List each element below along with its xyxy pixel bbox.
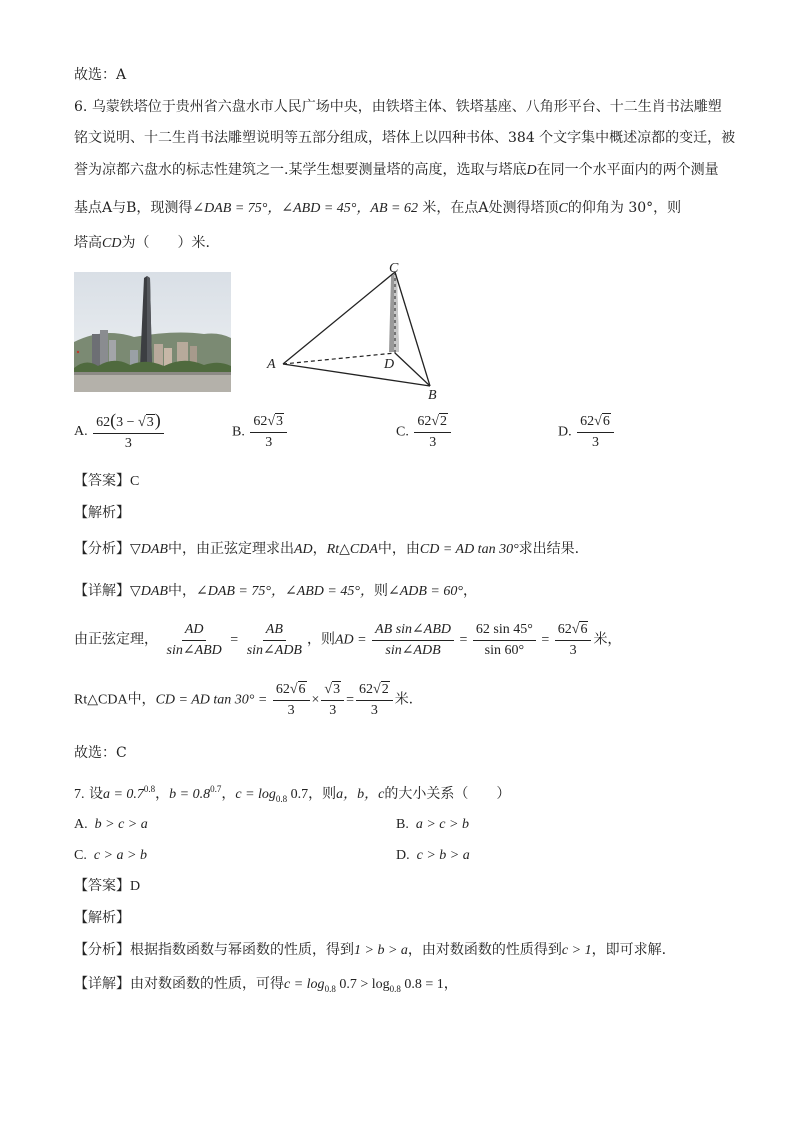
q6-conclusion: 故选：C xyxy=(74,745,127,761)
q7-fenxi: 【分析】根据指数函数与幂函数的性质，得到1 > b > a，由对数函数的性质得到c > 1，即可求解. xyxy=(74,942,667,958)
q6-line4-c: 的仰角为 30°，则 xyxy=(567,200,682,216)
q6-stem-line2: 铭文说明、十二生肖书法雕塑说明等五部分组成，塔体上以四种书体、384 个文字集中概述凉都的变迁，被 xyxy=(74,130,736,146)
tower-diagram xyxy=(262,258,452,404)
answer-tag: 【答案】 xyxy=(74,473,130,489)
q6-line4-b: 米，在点A处测得塔顶 xyxy=(422,200,559,216)
option-a-fraction: $\frac{62(3 - √3)}{3}$ xyxy=(93,412,164,452)
q7-stem: 7. 设$a = 0.7^{0.8}$，$b = 0.8^{0.7}$，$c = \log_{0.8} 0.7$，则a，b，c的大小关系（ ） xyxy=(74,784,511,804)
line-ab xyxy=(283,364,430,386)
tower-diagram-svg xyxy=(262,258,452,404)
q7-number: 7. xyxy=(74,787,85,802)
q6-option-b xyxy=(232,414,289,451)
q6-ab: AB = 62 xyxy=(370,201,418,216)
q6-stem-line1 xyxy=(74,98,722,116)
q6-stem-line5 xyxy=(74,234,210,253)
q6-var-cd: CD xyxy=(102,236,122,251)
q6-xiangjie-line1: 【详解】▽DAB中，∠DAB = 75°，∠ABD = 45°，则∠ADB = 60°， xyxy=(74,583,477,599)
q7-option-c: C. c > a > b xyxy=(74,848,147,863)
sine-law-fraction-2: $\frac{AB}{\text{sin∠ADB}}$ xyxy=(246,622,302,658)
q6-option-c xyxy=(396,414,453,451)
option-d-fraction: $\frac{62√6}{3}$ xyxy=(577,414,614,451)
ad-value-fraction: $\frac{62 \sin 45^\circ}{\sin 60^\circ}$ xyxy=(473,622,536,659)
label-c: C xyxy=(389,261,399,276)
line-ac xyxy=(283,272,395,364)
xiangjie-tag: 【详解】 xyxy=(74,583,130,599)
option-b-fraction: $\frac{62√3}{3}$ xyxy=(250,414,287,451)
q6-answer xyxy=(74,472,139,491)
fenxi-tag: 【分析】 xyxy=(74,541,130,557)
q7-option-a: A. b > c > a xyxy=(74,817,148,832)
q6-line1-text: 乌蒙铁塔位于贵州省六盘水市人民广场中央，由铁塔主体、铁塔基座、八角形平台、十二生肖书法雕塑 xyxy=(91,99,722,115)
q6-var-d: D xyxy=(526,163,537,178)
label-b: B xyxy=(428,388,437,403)
sine-law-fraction-1: $\frac{AD}{\text{sin∠ABD}}$ xyxy=(166,622,222,658)
option-c-fraction: $\frac{62√2}{3}$ xyxy=(414,414,451,451)
q7-option-b: B. a > c > b xyxy=(396,817,469,832)
q6-fenxi: 【分析】▽DAB中，由正弦定理求出AD，Rt△CDA中，由CD = AD tan 30°求出结果. xyxy=(74,541,580,557)
option-d-label: D. xyxy=(558,424,572,440)
q6-line5-a: 塔高 xyxy=(74,235,102,251)
q6-option-d xyxy=(558,414,616,451)
tower-photo xyxy=(74,272,231,392)
q6-line4-a: 基点A与B，现测得 xyxy=(74,200,193,216)
q5-conclusion: 故选：A xyxy=(74,67,127,83)
q7-analysis-tag: 【解析】 xyxy=(74,910,130,926)
option-c-label: C. xyxy=(396,424,409,440)
q6-stem-line4 xyxy=(74,199,681,218)
q6-analysis-tag: 【解析】 xyxy=(74,505,130,521)
q7-option-d: D. c > b > a xyxy=(396,848,470,863)
answer-value: C xyxy=(130,474,140,489)
q6-line3-end: 在同一个水平面内的两个测量 xyxy=(536,162,719,178)
tower-photo-image xyxy=(74,272,231,392)
ad-fraction: $\frac{\text{AB sin∠ABD}}{\text{sin∠ADB}}$ xyxy=(372,622,454,659)
option-a-label: A. xyxy=(74,424,88,440)
label-a: A xyxy=(267,357,276,372)
q6-xiangjie-line3: Rt△CDA中，CD = AD tan 30° = $\frac{62√6}{3}$ × $\frac{√3}{3}$ = $\frac{62√2}{3}$ 米. xyxy=(74,682,414,718)
q6-angles: ∠DAB = 75°，∠ABD = 45°， xyxy=(192,201,371,216)
option-b-label: B. xyxy=(232,424,245,440)
cd-fraction-2: $\frac{√3}{3}$ xyxy=(321,682,344,719)
q7-xiangjie: 【详解】由对数函数的性质，可得$c = \log_{0.8} 0.7 > \log_{0.8} 0.8 = 1$， xyxy=(74,976,458,994)
label-d: D xyxy=(384,357,395,372)
ad-result-fraction: $\frac{62√6}{3}$ xyxy=(555,622,592,659)
q6-var-c: C xyxy=(558,201,568,216)
q6-number: 6. xyxy=(74,99,88,115)
cd-fraction-1: $\frac{62√6}{3}$ xyxy=(273,682,310,719)
q6-stem-line3 xyxy=(74,161,719,180)
q6-line5-b: 为（ ）米. xyxy=(121,235,210,251)
line-ad-dashed xyxy=(283,353,395,364)
cd-result-fraction: $\frac{62√2}{3}$ xyxy=(356,682,393,719)
q7-answer: 【答案】D xyxy=(74,878,141,894)
q6-option-a xyxy=(74,412,166,452)
q6-line3-text: 誉为凉都六盘水的标志性建筑之一.某学生想要测量塔的高度，选取与塔底 xyxy=(74,162,527,178)
q6-xiangjie-line2: 由正弦定理， $\frac{AD}{\text{sin∠ABD}}$ = $\frac{AB}{\text{sin∠ADB}}$ ，则AD = $\frac{\text{AB sin∠ABD}}{\text{sin∠ADB}}$ = $\frac{62 \sin 45^\circ}{\sin 60^\circ}$ = $\frac{62√6}{3}$ 米， xyxy=(74,622,622,658)
